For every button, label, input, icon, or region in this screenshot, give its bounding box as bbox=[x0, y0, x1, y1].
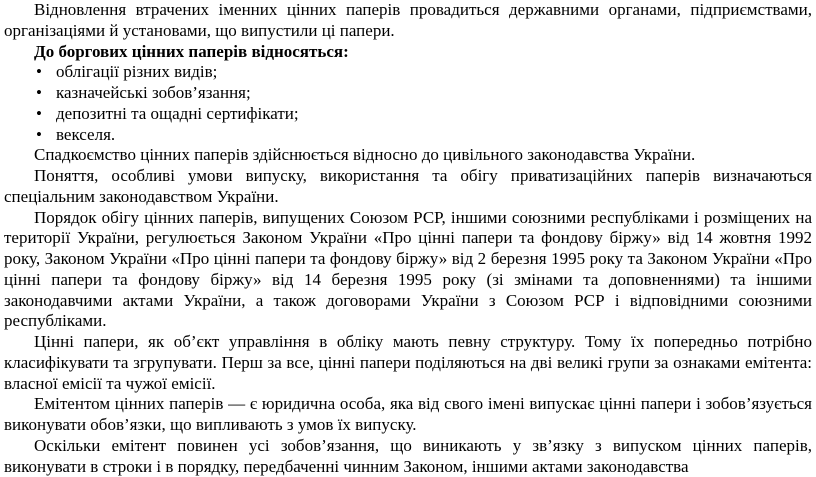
paragraph-obligations: Оскільки емітент повинен усі зобов’язання, що виникають у зв’язку з випуском цінних паперів, виконувати в строки і в порядку, передбаченні чинним Законом, іншими актами законодавства bbox=[4, 435, 812, 476]
paragraph-classification: Цінні папери, як об’єкт управління в обліку мають певну структуру. Тому їх попередньо потрібно класифікувати та згрупувати. Перш за все, цінні папери поділяються на дві великі групи за ознаками емітента: власної емісії та чужої емісії. bbox=[4, 332, 812, 393]
list-item-text: векселя. bbox=[56, 124, 116, 144]
paragraph-privatization: Поняття, особливі умови випуску, використання та обігу приватизаційних паперів визначаються спеціальним законодавством України. bbox=[4, 166, 812, 206]
paragraph-restoration: Відновлення втрачених іменних цінних паперів провадиться державними органами, підприємствами, організаціями й установами, що випустили ці папери. bbox=[4, 0, 812, 40]
paragraph-issuer: Емітентом цінних паперів — є юридична особа, яка від свого імені випускає цінні папери і зобов’язується виконувати обов’язки, що випливають з умов їх випуску. bbox=[4, 394, 812, 434]
bullet-icon: • bbox=[36, 103, 42, 123]
paragraph-inheritance: Спадкоємство цінних паперів здійснюється відносно до цивільного законодавства України. bbox=[34, 145, 696, 165]
bullet-icon: • bbox=[36, 62, 42, 82]
bullet-icon: • bbox=[36, 83, 42, 102]
list-item bbox=[34, 62, 812, 83]
list-item bbox=[34, 83, 812, 104]
list-item-text: казначейські зобов’язання; bbox=[56, 83, 251, 102]
list-item-text: депозитні та ощадні сертифікати; bbox=[56, 103, 299, 123]
paragraph-circulation: Порядок обігу цінних паперів, випущених Союзом РСР, іншими союзними республіками і розміщених на території України, регулюється Законом України «Про цінні папери та фондову біржу» від 14 жовтня 1992 року, Законом України «Про цінні папери та фондову біржу» від 2 березня 1995 року та Законом України «Про цінні папери та фондову біржу» від 14 березня 1995 року (зі змінами та доповненнями) та іншими законодавчими актами України, а також договорами України з Союзом РСР і відповідними союзними республіками. bbox=[4, 207, 812, 331]
debt-securities-list bbox=[4, 62, 812, 145]
list-item bbox=[34, 125, 812, 146]
bullet-icon: • bbox=[36, 124, 42, 144]
heading-debt-securities: До боргових цінних паперів відносяться: bbox=[34, 41, 349, 61]
list-item bbox=[34, 104, 812, 125]
list-item-text: облігації різних видів; bbox=[56, 62, 218, 82]
